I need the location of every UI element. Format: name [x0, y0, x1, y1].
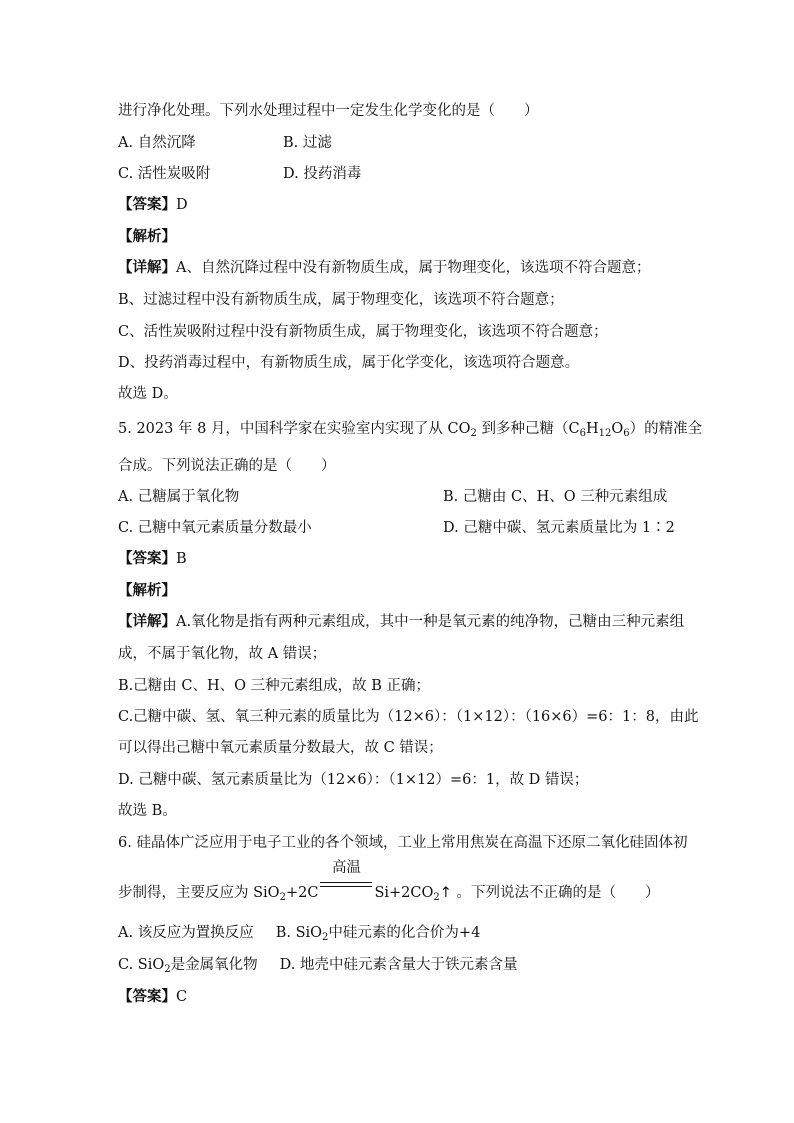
q6-option-a: A. 该反应为置换反应	[118, 925, 254, 941]
q4-conclusion: 故选 D。	[118, 386, 178, 402]
detail-label: 【详解】	[118, 259, 176, 276]
q5-answer	[118, 549, 187, 569]
q5-detail-2: B.己糖由 C、H、O 三种元素组成，故 B 正确；	[118, 678, 430, 694]
reaction-condition: 高温	[331, 860, 361, 876]
q4-option-c: C. 活性炭吸附	[118, 166, 211, 182]
q6-options-row1	[118, 923, 480, 943]
equals-bar-bottom	[320, 886, 372, 887]
answer-label: 【答案】	[118, 550, 176, 567]
q4-detail-1: 【详解】A、自然沉降过程中没有新物质生成，属于物理变化，该选项不符合题意；	[118, 259, 651, 276]
q5-conclusion: 故选 B。	[118, 803, 177, 819]
q6-options-row2	[118, 955, 517, 975]
q4-detail-2: B、过滤过程中没有新物质生成，属于物理变化，该选项不符合题意；	[118, 292, 564, 308]
q5-detail-3b: 可以得出己糖中氧元素质量分数最大，故 C 错误；	[118, 740, 443, 756]
q5-detail-1: 【详解】A.氧化物是指有两种元素组成，其中一种是氧元素的纯净物，己糖由三种元素组	[118, 613, 685, 630]
q5-option-d: D. 己糖中碳、氢元素质量比为 1∶2	[443, 520, 675, 536]
q4-detail-3: C、活性炭吸附过程中没有新物质生成，属于物理变化，该选项不符合题意；	[118, 324, 608, 340]
q6-option-d: D. 地壳中硅元素含量大于铁元素含量	[279, 957, 518, 973]
answer-value: C	[176, 989, 188, 1005]
question-6-stem: 6. 硅晶体广泛应用于电子工业的各个领域，工业上常用焦炭在高温下还原二氧化硅固体初	[118, 835, 688, 851]
question-5-stem: 5. 2023 年 8 月，中国科学家在实验室内实现了从 $CO_2$ 到多种己糖$(C_6H_{12}O_6)$的精准全	[118, 421, 703, 439]
reaction-equals-sign	[318, 860, 374, 897]
question-6-reaction: 步制得，主要反应为 SiO$_2$+2C 高温 $Si+2CO_2↑$ 。下列说法不正确的是（ ）	[118, 860, 660, 903]
answer-value: D	[176, 197, 188, 213]
answer-label: 【答案】	[118, 196, 176, 213]
q4-option-a: A. 自然沉降	[118, 135, 196, 151]
q6-answer	[118, 987, 187, 1007]
question-4-stem: 进行净化处理。下列水处理过程中一定发生化学变化的是（ ）	[118, 103, 539, 119]
q5-option-b: B. 己糖由 C、H、O 三种元素组成	[443, 489, 668, 505]
q5-detail-4: D. 己糖中碳、氢元素质量比为（12×6）：（1×12）=6：1，故 D 错误；	[118, 772, 589, 788]
gas-up-arrow-icon: ↑	[439, 885, 452, 901]
q4-option-d: D. 投药消毒	[283, 166, 362, 182]
detail-label: 【详解】	[118, 613, 176, 630]
q4-detail-4: D、投药消毒过程中，有新物质生成，属于化学变化，该选项符合题意。	[118, 355, 580, 371]
equals-bar-top	[320, 882, 372, 883]
q4-answer	[118, 195, 188, 215]
question-5-stem-line2: 合成。下列说法正确的是（ ）	[118, 458, 336, 474]
q6-option-b: B. SiO$_2$中硅元素的化合价为+4	[275, 925, 481, 943]
q4-analysis-label: 【解析】	[118, 228, 176, 245]
q5-detail-3: C.己糖中碳、氢、氧三种元素的质量比为（12×6）：（1×12）：（16×6）=6：1：8，由此	[118, 709, 699, 725]
answer-value: B	[176, 551, 187, 567]
q5-analysis-label: 【解析】	[118, 582, 176, 599]
q5-option-c: C. 己糖中氧元素质量分数最小	[118, 520, 312, 536]
q6-option-c: C. SiO$_2$是金属氧化物	[118, 957, 258, 975]
q5-detail-1b: 成，不属于氧化物，故 A 错误；	[118, 646, 327, 662]
q5-option-a: A. 己糖属于氧化物	[118, 489, 240, 505]
answer-label: 【答案】	[118, 988, 176, 1005]
q4-option-b: B. 过滤	[283, 135, 332, 151]
